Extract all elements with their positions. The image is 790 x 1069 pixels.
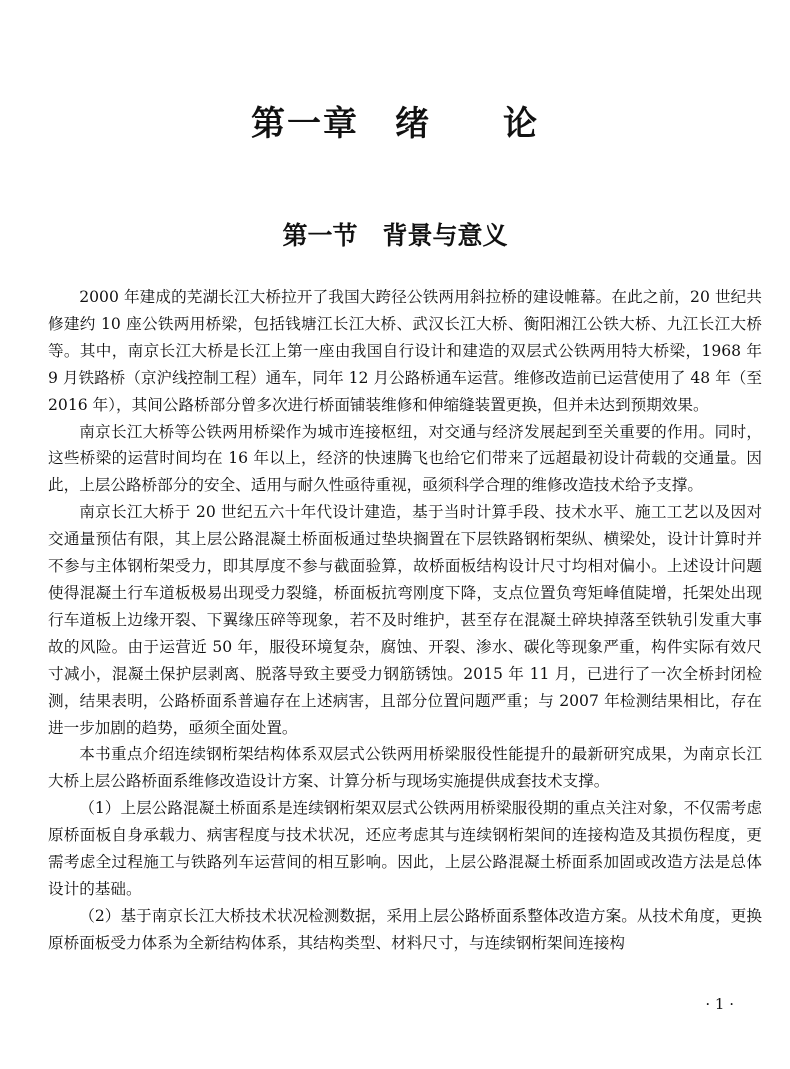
- section-title: 第一节 背景与意义: [282, 221, 508, 250]
- page-number: · 1 ·: [705, 995, 734, 1013]
- paragraph-3: 南京长江大桥于 20 世纪五六十年代设计建造，基于当时计算手段、技术水平、施工工艺以及因对交通量预估有限，其上层公路混凝土桥面板通过垫块搁置在下层铁路钢桁架纵、横梁处，设计计算时并不参与主体钢桁架受力，即其厚度不参与截面验算，故桥面板结构设计尺寸均相对偏小。上述设计问题使得混凝土行车道板极易出现受力裂缝，桥面板抗弯刚度下降，支点位置负弯矩峰值陡增，托架处出现行车道板上边缘开裂、下翼缘压碎等现象，若不及时维护，甚至存在混凝土碎块掉落至铁轨引发重大事故的风险。由于运营近 50 年，服役环境复杂，腐蚀、开裂、渗水、碳化等现象严重，构件实际有效尺寸减小，混凝土保护层剥离、脱落导致主要受力钢筋锈蚀。2015 年 11 月，已进行了一次全桥封闭检测，结果表明，公路桥面系普遍存在上述病害，且部分位置问题严重；与 2007 年检测结果相比，存在进一步加剧的趋势，亟须全面处置。: [48, 503, 762, 737]
- body-text: [48, 284, 762, 957]
- paragraph-1: 2000 年建成的芜湖长江大桥拉开了我国大跨径公铁两用斜拉桥的建设帷幕。在此之前，20 世纪共修建约 10 座公铁两用桥梁，包括钱塘江长江大桥、武汉长江大桥、衡阳湘江公铁大桥、九江长江大桥等。其中，南京长江大桥是长江上第一座由我国自行设计和建造的双层式公铁两用特大桥梁，1968 年 9 月铁路桥（京沪线控制工程）通车，同年 12 月公路桥通车运营。维修改造前已运营使用了 48 年（至 2016 年），其间公路桥部分曾多次进行桥面铺装维修和伸缩缝装置更换，但并未达到预期效果。: [48, 288, 762, 414]
- chapter-title: 第一章 绪 论: [251, 104, 539, 144]
- paragraph-5: （1）上层公路混凝土桥面系是连续钢桁架双层式公铁两用桥梁服役期的重点关注对象，不仅需考虑原桥面板自身承载力、病害程度与技术状况，还应考虑其与连续钢桁架间的连接构造及其损伤程度，更需考虑全过程施工与铁路列车运营间的相互影响。因此，上层公路混凝土桥面系加固或改造方法是总体设计的基础。: [48, 799, 762, 898]
- paragraph-6: （2）基于南京长江大桥技术状况检测数据，采用上层公路桥面系整体改造方案。从技术角度，更换原桥面板受力体系为全新结构体系，其结构类型、材料尺寸，与连续钢桁架间连接构: [48, 906, 762, 952]
- paragraph-2: 南京长江大桥等公铁两用桥梁作为城市连接枢纽，对交通与经济发展起到至关重要的作用。同时，这些桥梁的运营时间均在 16 年以上，经济的快速腾飞也给它们带来了远超最初设计荷载的交通量。因此，上层公路桥部分的安全、适用与耐久性亟待重视，亟须科学合理的维修改造技术给予支撑。: [48, 422, 762, 495]
- paragraph-4: 本书重点介绍连续钢桁架结构体系双层式公铁两用桥梁服役性能提升的最新研究成果，为南京长江大桥上层公路桥面系维修改造设计方案、计算分析与现场实施提供成套技术支撑。: [48, 745, 762, 791]
